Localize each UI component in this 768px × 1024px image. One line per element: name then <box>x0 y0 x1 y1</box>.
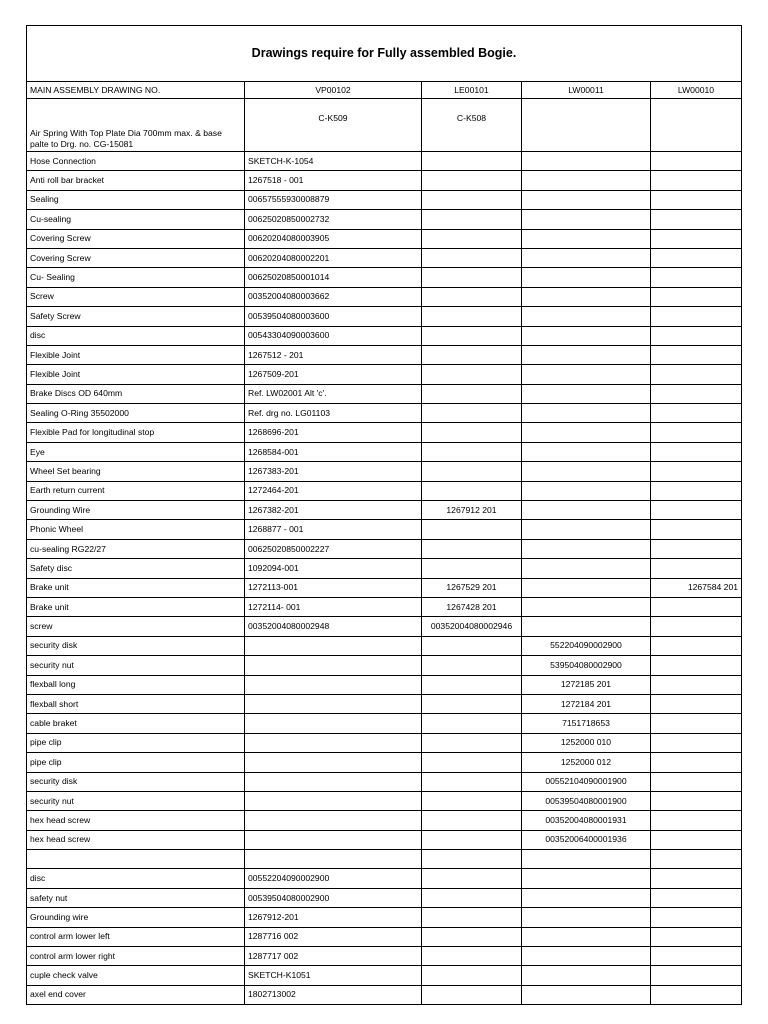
drawing-number-cell: 00539504080002900 <box>245 888 422 907</box>
drawing-number-cell <box>522 287 651 306</box>
drawing-number-cell: 00539504080001900 <box>522 791 651 810</box>
drawing-number-cell <box>245 850 422 869</box>
drawing-number-cell <box>651 559 742 578</box>
drawing-number-cell <box>522 384 651 403</box>
drawing-number-cell: 00539504080003600 <box>245 307 422 326</box>
drawing-number-cell <box>651 152 742 171</box>
item-name-cell <box>27 850 245 869</box>
drawing-number-cell: 00352004080001931 <box>522 811 651 830</box>
drawing-number-cell <box>651 326 742 345</box>
drawing-number-cell <box>651 636 742 655</box>
item-name-cell: Grounding wire <box>27 908 245 927</box>
table-row <box>27 850 742 869</box>
table-row <box>27 365 742 384</box>
drawing-number-cell <box>651 520 742 539</box>
drawing-number-cell <box>522 404 651 423</box>
table-row <box>27 171 742 190</box>
drawing-number-cell <box>422 656 522 675</box>
item-name-cell: Wheel Set bearing <box>27 462 245 481</box>
drawing-number-cell: 1267512 - 201 <box>245 345 422 364</box>
table-row <box>27 462 742 481</box>
table-row <box>27 423 742 442</box>
drawing-number-cell <box>522 326 651 345</box>
item-name-cell: security disk <box>27 772 245 791</box>
item-name-cell: Grounding Wire <box>27 501 245 520</box>
drawing-number-cell <box>422 985 522 1004</box>
table-row <box>27 617 742 636</box>
item-name-cell: hex head screw <box>27 830 245 849</box>
item-name-cell: Hose Connection <box>27 152 245 171</box>
table-row <box>27 287 742 306</box>
drawing-number-cell <box>422 559 522 578</box>
drawing-number-cell: 7151718653 <box>522 714 651 733</box>
drawing-number-cell <box>651 99 742 152</box>
drawing-number-cell <box>422 152 522 171</box>
drawing-number-cell <box>422 384 522 403</box>
item-name-cell: Flexible Joint <box>27 365 245 384</box>
drawing-number-cell <box>422 307 522 326</box>
item-name-cell: Screw <box>27 287 245 306</box>
drawing-number-cell: 1267584 201 <box>651 578 742 597</box>
drawing-number-cell: 1287717 002 <box>245 947 422 966</box>
table-row <box>27 307 742 326</box>
drawing-number-cell: 00552104090001900 <box>522 772 651 791</box>
drawing-number-cell <box>245 830 422 849</box>
drawing-number-cell <box>651 985 742 1004</box>
drawing-number-cell <box>651 850 742 869</box>
item-name-cell: safety nut <box>27 888 245 907</box>
drawing-number-cell <box>522 520 651 539</box>
table-row <box>27 152 742 171</box>
drawing-number-cell <box>651 811 742 830</box>
drawing-number-cell <box>522 947 651 966</box>
drawing-number-cell <box>651 617 742 636</box>
table-row <box>27 830 742 849</box>
drawing-number-cell <box>651 869 742 888</box>
table-row <box>27 597 742 616</box>
table-row <box>27 559 742 578</box>
drawing-number-cell <box>522 307 651 326</box>
item-name-cell: Anti roll bar bracket <box>27 171 245 190</box>
drawing-number-cell <box>651 307 742 326</box>
item-name-cell: Flexible Joint <box>27 345 245 364</box>
drawing-number-cell <box>522 248 651 267</box>
drawing-number-cell <box>651 365 742 384</box>
item-name-cell: security nut <box>27 791 245 810</box>
drawing-number-cell: 1267529 201 <box>422 578 522 597</box>
item-name-cell: Safety disc <box>27 559 245 578</box>
table-row <box>27 791 742 810</box>
drawing-number-cell <box>522 578 651 597</box>
drawing-number-cell <box>422 850 522 869</box>
header-row <box>27 82 742 99</box>
drawing-number-cell <box>651 733 742 752</box>
item-name-cell: cu-sealing RG22/27 <box>27 539 245 558</box>
drawing-number-cell <box>522 927 651 946</box>
drawing-number-cell <box>651 345 742 364</box>
drawing-number-cell <box>422 966 522 985</box>
table-row <box>27 694 742 713</box>
drawing-number-cell: 1272464-201 <box>245 481 422 500</box>
drawing-number-cell <box>422 326 522 345</box>
drawing-number-cell: Ref. LW02001 Alt 'c'. <box>245 384 422 403</box>
drawing-number-cell: Ref. drg no. LG01103 <box>245 404 422 423</box>
item-name-cell: security nut <box>27 656 245 675</box>
drawing-number-cell <box>651 287 742 306</box>
table-row <box>27 966 742 985</box>
drawing-number-cell <box>651 229 742 248</box>
drawing-number-cell <box>245 791 422 810</box>
drawing-number-cell <box>651 791 742 810</box>
drawing-number-cell <box>522 985 651 1004</box>
drawing-number-cell <box>422 404 522 423</box>
drawing-number-cell <box>522 597 651 616</box>
item-name-cell: flexball short <box>27 694 245 713</box>
drawing-number-cell <box>422 772 522 791</box>
drawing-number-cell <box>422 694 522 713</box>
drawing-number-cell <box>522 423 651 442</box>
drawing-number-cell <box>422 539 522 558</box>
drawing-number-cell: 1267383-201 <box>245 462 422 481</box>
header-cell-lw00010: LW00010 <box>651 82 742 99</box>
drawing-number-cell: 00625020850002227 <box>245 539 422 558</box>
drawing-number-cell <box>522 539 651 558</box>
item-name-cell: Eye <box>27 442 245 461</box>
item-name-cell: Brake Discs OD 640mm <box>27 384 245 403</box>
item-name-cell: flexball long <box>27 675 245 694</box>
drawing-number-cell <box>245 636 422 655</box>
drawing-number-cell: 1272185 201 <box>522 675 651 694</box>
item-name-cell: screw <box>27 617 245 636</box>
table-row <box>27 501 742 520</box>
table-row <box>27 985 742 1004</box>
drawing-number-cell <box>422 442 522 461</box>
drawings-sheet <box>26 25 741 1005</box>
drawing-number-cell <box>422 248 522 267</box>
drawing-number-cell: 1267518 - 001 <box>245 171 422 190</box>
table-row <box>27 99 742 152</box>
drawing-number-cell <box>422 462 522 481</box>
drawing-number-cell <box>651 442 742 461</box>
drawing-number-cell: 1268877 - 001 <box>245 520 422 539</box>
table-row <box>27 656 742 675</box>
header-cell-assembly: MAIN ASSEMBLY DRAWING NO. <box>27 82 245 99</box>
drawing-number-cell <box>422 733 522 752</box>
drawing-number-cell: 00543304090003600 <box>245 326 422 345</box>
drawing-number-cell <box>651 830 742 849</box>
drawing-number-cell <box>422 830 522 849</box>
table-row <box>27 384 742 403</box>
drawing-number-cell <box>422 268 522 287</box>
drawing-number-cell <box>245 811 422 830</box>
drawing-number-cell <box>522 268 651 287</box>
drawing-number-cell: 552204090002900 <box>522 636 651 655</box>
drawing-number-cell <box>245 733 422 752</box>
drawing-number-cell <box>422 675 522 694</box>
drawing-number-cell <box>245 772 422 791</box>
item-name-cell: hex head screw <box>27 811 245 830</box>
table-row <box>27 811 742 830</box>
drawing-number-cell <box>422 520 522 539</box>
drawing-number-cell: SKETCH-K-1054 <box>245 152 422 171</box>
drawing-number-cell <box>651 927 742 946</box>
drawing-number-cell <box>651 384 742 403</box>
item-name-cell: control arm lower left <box>27 927 245 946</box>
drawing-number-cell <box>422 229 522 248</box>
drawing-number-cell <box>522 171 651 190</box>
table-row <box>27 210 742 229</box>
item-name-cell: Earth return current <box>27 481 245 500</box>
drawing-number-cell: 1802713002 <box>245 985 422 1004</box>
item-name-cell: Air Spring With Top Plate Dia 700mm max. & base palte to Drg. no. CG-15081 <box>27 99 245 152</box>
item-name-cell: Covering Screw <box>27 248 245 267</box>
table-row <box>27 947 742 966</box>
drawing-number-cell: 1267382-201 <box>245 501 422 520</box>
drawings-table <box>26 25 742 1005</box>
drawing-number-cell <box>522 152 651 171</box>
table-row <box>27 733 742 752</box>
drawing-number-cell <box>522 850 651 869</box>
drawing-number-cell <box>422 947 522 966</box>
drawing-number-cell: 1272114- 001 <box>245 597 422 616</box>
drawing-number-cell <box>422 190 522 209</box>
drawing-number-cell <box>651 714 742 733</box>
drawing-number-cell <box>422 753 522 772</box>
item-name-cell: Safety Screw <box>27 307 245 326</box>
table-row <box>27 714 742 733</box>
drawing-number-cell <box>422 888 522 907</box>
drawing-number-cell: 1287716 002 <box>245 927 422 946</box>
drawing-number-cell <box>522 869 651 888</box>
drawing-number-cell <box>522 190 651 209</box>
table-row <box>27 927 742 946</box>
drawing-number-cell: 00620204080002201 <box>245 248 422 267</box>
table-row <box>27 268 742 287</box>
drawing-number-cell <box>522 966 651 985</box>
table-row <box>27 248 742 267</box>
drawing-number-cell <box>651 171 742 190</box>
drawing-number-cell <box>522 559 651 578</box>
drawing-number-cell: 1272113-001 <box>245 578 422 597</box>
drawing-number-cell: 1267428 201 <box>422 597 522 616</box>
drawing-number-cell: 00657555930008879 <box>245 190 422 209</box>
item-name-cell: Phonic Wheel <box>27 520 245 539</box>
drawing-number-cell <box>651 694 742 713</box>
drawing-number-cell <box>651 190 742 209</box>
item-name-cell: Cu-sealing <box>27 210 245 229</box>
drawing-number-cell <box>522 99 651 152</box>
drawing-number-cell <box>422 365 522 384</box>
drawing-number-cell: 00625020850002732 <box>245 210 422 229</box>
sheet-title: Drawings require for Fully assembled Bogie. <box>27 26 742 82</box>
drawing-number-cell <box>522 462 651 481</box>
drawing-number-cell: 00552204090002900 <box>245 869 422 888</box>
drawing-number-cell <box>422 869 522 888</box>
drawing-number-cell: 00352004080002948 <box>245 617 422 636</box>
item-name-cell: Covering Screw <box>27 229 245 248</box>
drawing-number-cell <box>422 811 522 830</box>
drawing-number-cell: C-K508 <box>422 99 522 152</box>
table-row <box>27 404 742 423</box>
drawing-number-cell: 00352006400001936 <box>522 830 651 849</box>
table-row <box>27 520 742 539</box>
table-row <box>27 229 742 248</box>
drawing-number-cell <box>245 694 422 713</box>
drawing-number-cell <box>422 636 522 655</box>
drawing-number-cell: C-K509 <box>245 99 422 152</box>
drawing-number-cell <box>522 365 651 384</box>
drawing-number-cell <box>651 966 742 985</box>
drawing-number-cell <box>245 714 422 733</box>
drawing-number-cell <box>651 268 742 287</box>
drawing-number-cell: 00620204080003905 <box>245 229 422 248</box>
drawing-number-cell <box>522 501 651 520</box>
drawing-number-cell <box>651 501 742 520</box>
drawing-number-cell <box>651 947 742 966</box>
drawing-number-cell <box>651 210 742 229</box>
drawing-number-cell: 1252000 012 <box>522 753 651 772</box>
item-name-cell: cuple check valve <box>27 966 245 985</box>
table-row <box>27 675 742 694</box>
drawing-number-cell <box>522 229 651 248</box>
drawing-number-cell <box>422 210 522 229</box>
drawing-number-cell: SKETCH-K1051 <box>245 966 422 985</box>
drawing-number-cell <box>422 927 522 946</box>
drawing-number-cell: 539504080002900 <box>522 656 651 675</box>
item-name-cell: disc <box>27 869 245 888</box>
header-cell-lw00011: LW00011 <box>522 82 651 99</box>
item-name-cell: Flexible Pad for longitudinal stop <box>27 423 245 442</box>
table-row <box>27 190 742 209</box>
drawing-number-cell: 1268696-201 <box>245 423 422 442</box>
item-name-cell: security disk <box>27 636 245 655</box>
drawing-number-cell <box>651 772 742 791</box>
drawing-number-cell <box>422 714 522 733</box>
drawing-number-cell <box>651 597 742 616</box>
drawing-number-cell <box>245 753 422 772</box>
drawing-number-cell <box>422 287 522 306</box>
drawing-number-cell <box>651 656 742 675</box>
drawing-number-cell: 1267912-201 <box>245 908 422 927</box>
item-name-cell: cable braket <box>27 714 245 733</box>
item-name-cell: Brake unit <box>27 578 245 597</box>
drawing-number-cell <box>651 462 742 481</box>
drawing-number-cell: 1092094-001 <box>245 559 422 578</box>
item-name-cell: pipe clip <box>27 733 245 752</box>
item-name-cell: Cu- Sealing <box>27 268 245 287</box>
drawing-number-cell: 1268584-001 <box>245 442 422 461</box>
drawing-number-cell <box>522 888 651 907</box>
drawing-number-cell <box>651 423 742 442</box>
drawing-number-cell <box>422 908 522 927</box>
drawing-number-cell <box>422 423 522 442</box>
item-name-cell: disc <box>27 326 245 345</box>
item-name-cell: control arm lower right <box>27 947 245 966</box>
table-row <box>27 326 742 345</box>
item-name-cell: Sealing O-Ring 35502000 <box>27 404 245 423</box>
drawing-number-cell <box>522 345 651 364</box>
drawing-number-cell: 1252000 010 <box>522 733 651 752</box>
drawing-number-cell <box>651 248 742 267</box>
table-row <box>27 578 742 597</box>
table-row <box>27 753 742 772</box>
drawing-number-cell: 1267912 201 <box>422 501 522 520</box>
drawing-number-cell <box>651 481 742 500</box>
drawing-number-cell <box>522 481 651 500</box>
drawing-number-cell <box>422 791 522 810</box>
table-row <box>27 481 742 500</box>
drawing-number-cell <box>651 404 742 423</box>
drawing-number-cell <box>651 888 742 907</box>
drawing-number-cell <box>245 675 422 694</box>
drawing-number-cell <box>422 345 522 364</box>
header-cell-vp00102: VP00102 <box>245 82 422 99</box>
table-row <box>27 869 742 888</box>
drawing-number-cell <box>522 908 651 927</box>
drawing-number-cell <box>651 908 742 927</box>
drawing-number-cell: 00352004080002946 <box>422 617 522 636</box>
drawing-number-cell <box>651 753 742 772</box>
table-row <box>27 636 742 655</box>
drawing-number-cell <box>245 656 422 675</box>
title-row <box>27 26 742 82</box>
item-name-cell: Brake unit <box>27 597 245 616</box>
table-row <box>27 772 742 791</box>
table-row <box>27 908 742 927</box>
table-row <box>27 345 742 364</box>
drawing-number-cell <box>422 171 522 190</box>
drawing-number-cell <box>651 675 742 694</box>
table-row <box>27 442 742 461</box>
drawing-number-cell: 1267509-201 <box>245 365 422 384</box>
table-row <box>27 539 742 558</box>
drawing-number-cell <box>522 442 651 461</box>
item-name-cell: axel end cover <box>27 985 245 1004</box>
drawing-number-cell: 00625020850001014 <box>245 268 422 287</box>
drawing-number-cell <box>422 481 522 500</box>
table-row <box>27 888 742 907</box>
drawing-number-cell <box>522 617 651 636</box>
header-cell-le00101: LE00101 <box>422 82 522 99</box>
drawing-number-cell: 00352004080003662 <box>245 287 422 306</box>
drawing-number-cell: 1272184 201 <box>522 694 651 713</box>
drawing-number-cell <box>522 210 651 229</box>
drawing-number-cell <box>651 539 742 558</box>
item-name-cell: pipe clip <box>27 753 245 772</box>
item-name-cell: Sealing <box>27 190 245 209</box>
